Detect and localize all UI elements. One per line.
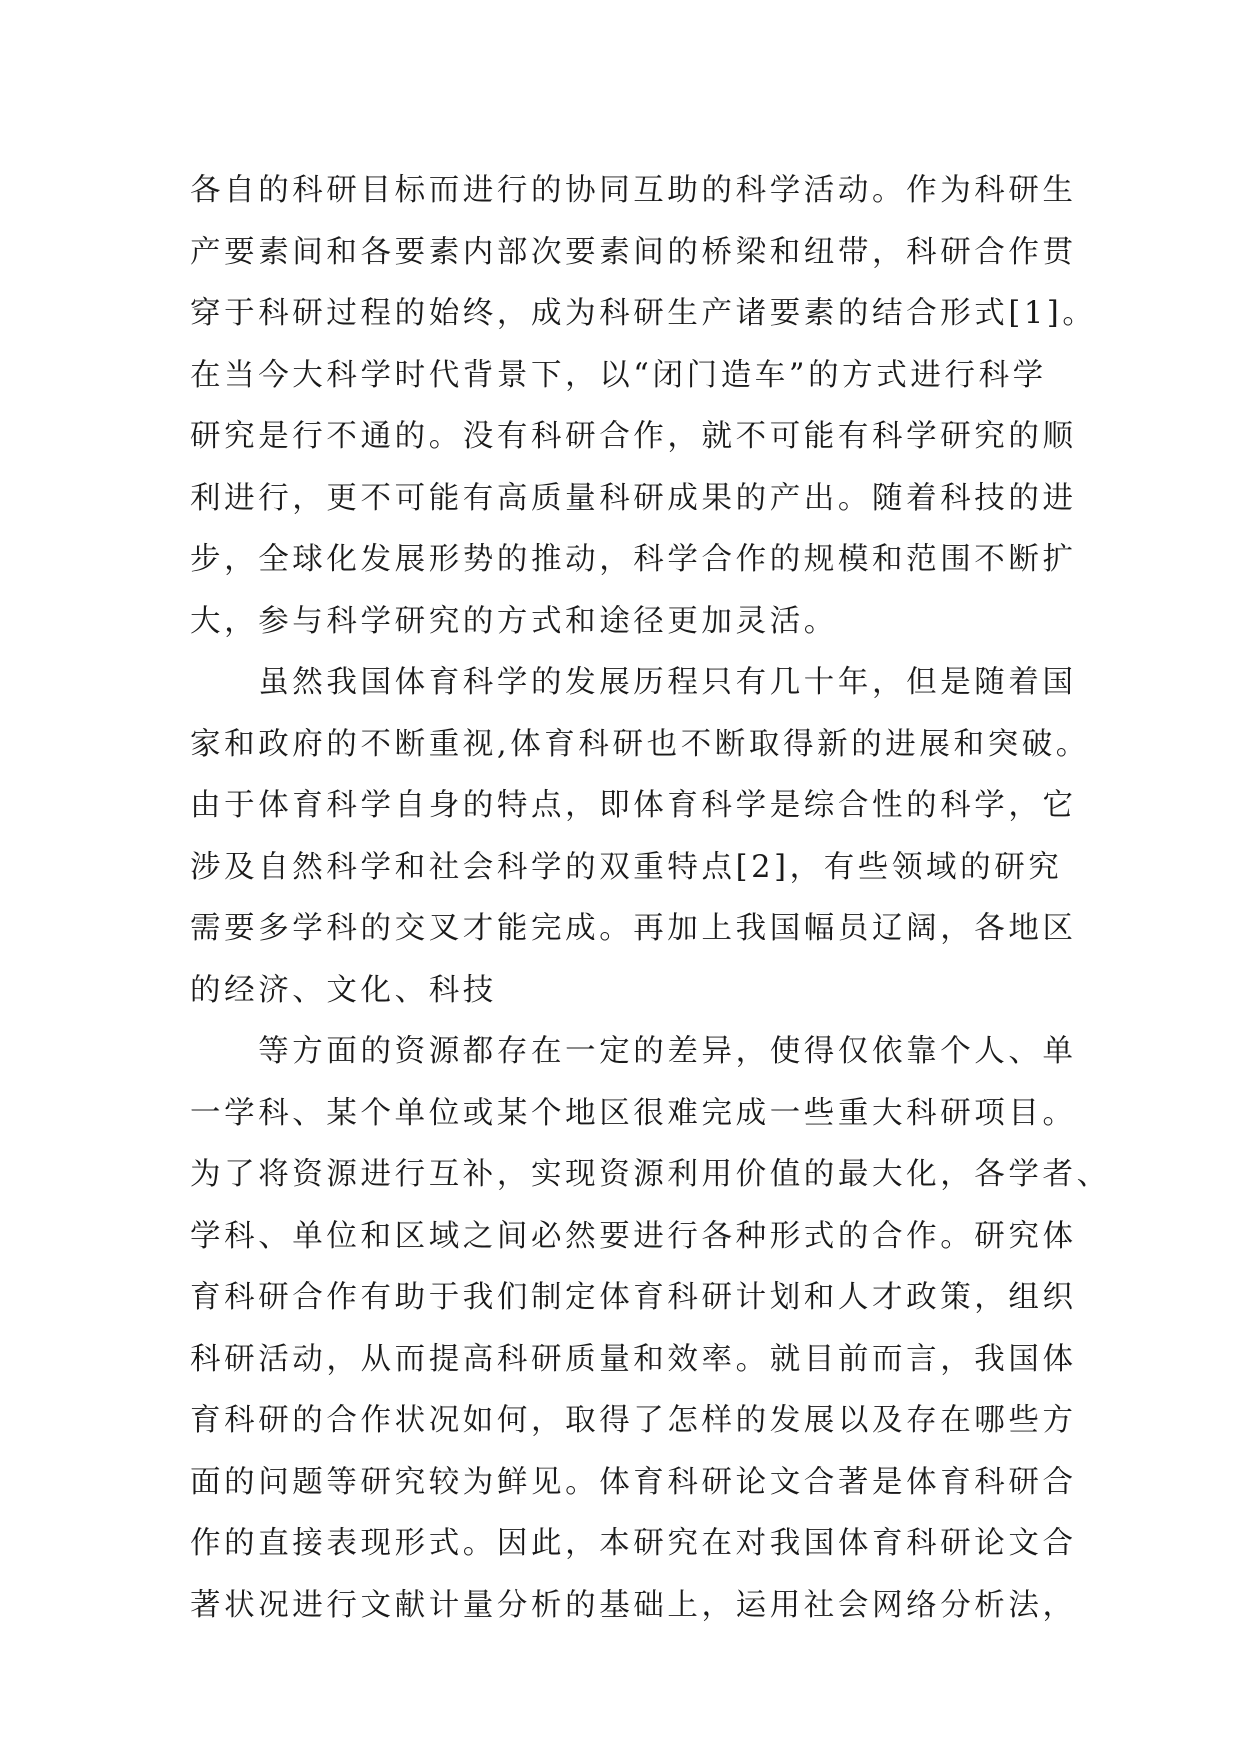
text-line: 学科、单位和区域之间必然要进行各种形式的合作。研究体 (190, 1218, 1077, 1254)
text-line: 各自的科研目标而进行的协同互助的科学活动。作为科研生 (190, 173, 1077, 208)
text-line: 一学科、某个单位或某个地区很难完成一些重大科研项目。 (190, 1095, 1077, 1131)
text-line: 在当今大科学时代背景下，以“闭门造车”的方式进行科学 (190, 357, 1047, 393)
text-line: 步，全球化发展形势的推动，科学合作的规模和范围不断扩 (190, 542, 1077, 577)
text-line: 育科研合作有助于我们制定体育科研计划和人才政策，组织 (190, 1280, 1077, 1315)
text-line: 大，参与科学研究的方式和途径更加灵活。 (190, 603, 838, 639)
text-line: 穿于科研过程的始终，成为科研生产诸要素的结合形式[1]。 (190, 296, 1097, 331)
text-line: 利进行，更不可能有高质量科研成果的产出。随着科技的进 (190, 480, 1077, 516)
text-line: 需要多学科的交叉才能完成。再加上我国幅员辽阔，各地区 (190, 911, 1077, 946)
text-line: 虽然我国体育科学的发展历程只有几十年，但是随着国 (190, 665, 1077, 700)
text-line: 的经济、文化、科技 (190, 972, 497, 1008)
text-line: 由于体育科学自身的特点，即体育科学是综合性的科学，它 (190, 788, 1077, 823)
text-line: 著状况进行文献计量分析的基础上，运用社会网络分析法， (190, 1587, 1077, 1623)
text-line: 产要素间和各要素内部次要素间的桥梁和纽带，科研合作贯 (190, 234, 1077, 270)
text-line: 研究是行不通的。没有科研合作，就不可能有科学研究的顺 (190, 419, 1077, 454)
text-line: 科研活动，从而提高科研质量和效率。就目前而言，我国体 (190, 1341, 1077, 1377)
text-line: 面的问题等研究较为鲜见。体育科研论文合著是体育科研合 (190, 1464, 1077, 1500)
text-line: 育科研的合作状况如何，取得了怎样的发展以及存在哪些方 (190, 1403, 1077, 1438)
text-line: 涉及自然科学和社会科学的双重特点[2]，有些领域的研究 (190, 849, 1063, 885)
text-line: 作的直接表现形式。因此，本研究在对我国体育科研论文合 (190, 1526, 1077, 1561)
body-text (190, 160, 1111, 1636)
text-line: 等方面的资源都存在一定的差异，使得仅依靠个人、单 (190, 1034, 1077, 1069)
text-line: 为了将资源进行互补，实现资源利用价值的最大化，各学者、 (190, 1157, 1111, 1192)
text-line: 家和政府的不断重视,体育科研也不断取得新的进展和突破。 (190, 726, 1090, 762)
